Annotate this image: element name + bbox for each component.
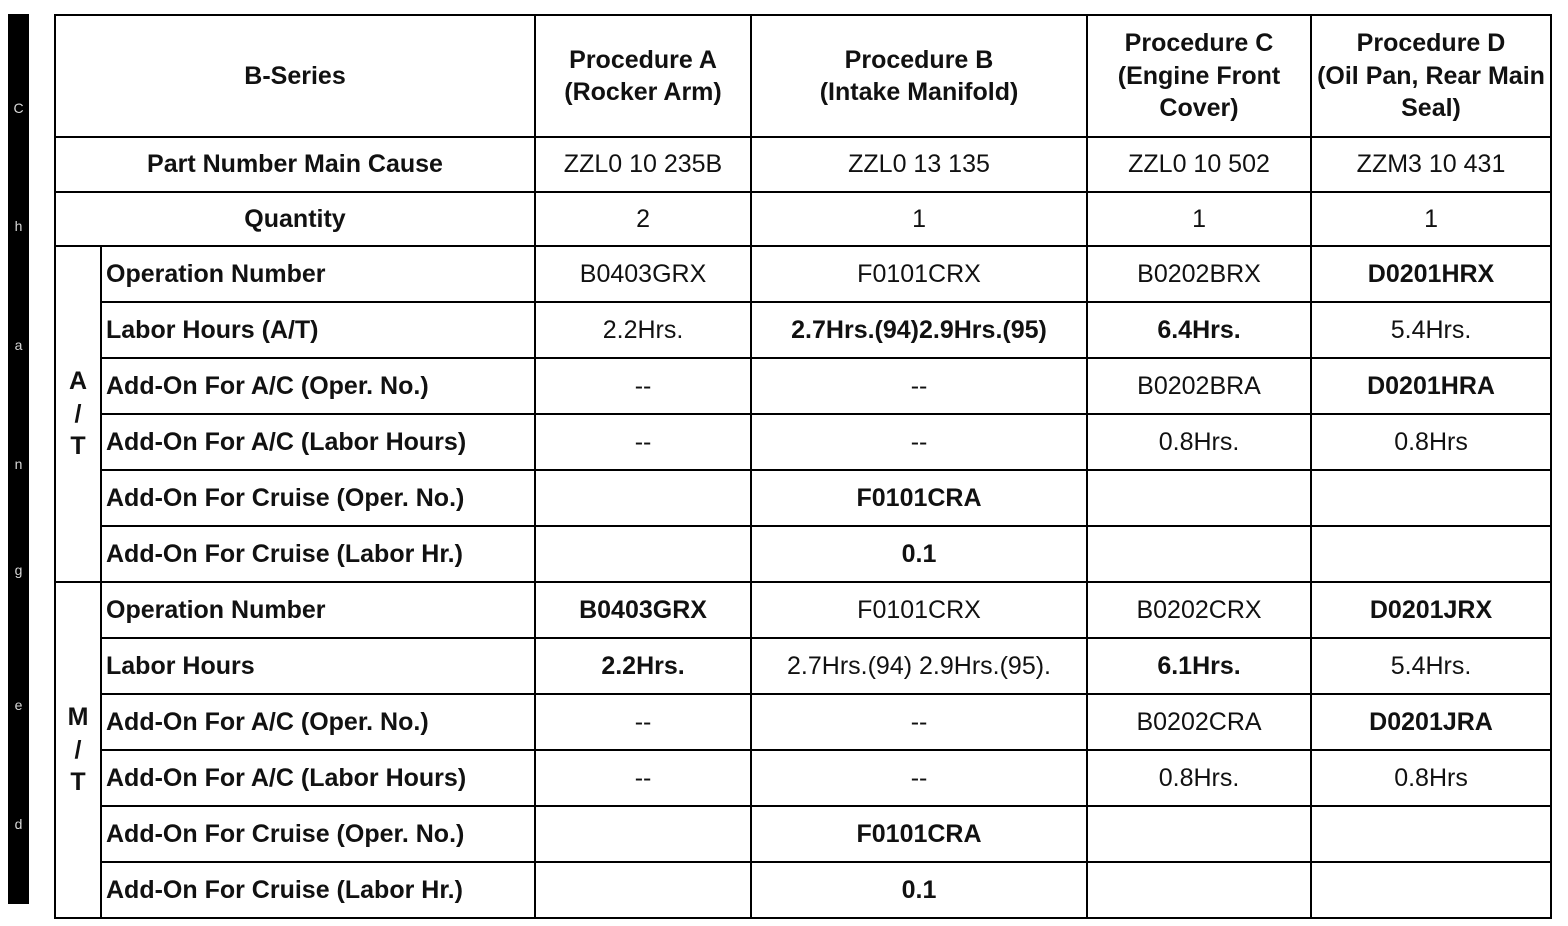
- table-row: [55, 638, 1551, 694]
- row-label: Labor Hours: [101, 638, 535, 694]
- part-number-cell: ZZL0 13 135: [751, 137, 1087, 192]
- table-cell: B0202CRA: [1087, 694, 1311, 750]
- table-cell: --: [535, 750, 751, 806]
- row-label: Add-On For Cruise (Oper. No.): [101, 806, 535, 862]
- procedure-d-name: Procedure D: [1356, 29, 1506, 58]
- row-label: Add-On For A/C (Oper. No.): [101, 694, 535, 750]
- labor-operations-table: [54, 14, 1552, 919]
- table-cell: 2.7Hrs.(94) 2.9Hrs.(95).: [751, 638, 1087, 694]
- table-cell: 6.1Hrs.: [1087, 638, 1311, 694]
- table-row: [55, 582, 1551, 638]
- table-cell: [1311, 862, 1551, 918]
- sidebar-letter: g: [14, 562, 23, 578]
- sidebar-letter: C: [13, 100, 24, 116]
- quantity-cell: 1: [751, 192, 1087, 246]
- table-cell: B0403GRX: [535, 246, 751, 302]
- row-label: Add-On For Cruise (Labor Hr.): [101, 526, 535, 582]
- row-label: Labor Hours (A/T): [101, 302, 535, 358]
- procedure-b-header: [751, 15, 1087, 137]
- table-cell: 5.4Hrs.: [1311, 302, 1551, 358]
- table-cell: --: [535, 358, 751, 414]
- row-label: Add-On For A/C (Labor Hours): [101, 414, 535, 470]
- quantity-label: Quantity: [55, 192, 535, 246]
- table-cell: 2.7Hrs.(94)2.9Hrs.(95): [751, 302, 1087, 358]
- part-number-row: [55, 137, 1551, 192]
- procedure-d-desc: (Oil Pan, Rear Main Seal): [1317, 61, 1545, 123]
- row-label: Operation Number: [101, 246, 535, 302]
- group-label-char: A: [68, 367, 88, 396]
- table-cell: --: [751, 694, 1087, 750]
- row-label: Add-On For A/C (Labor Hours): [101, 750, 535, 806]
- table-cell: [1087, 470, 1311, 526]
- table-cell: 0.8Hrs.: [1087, 750, 1311, 806]
- procedure-b-desc: (Intake Manifold): [819, 78, 1019, 106]
- table-row: [55, 526, 1551, 582]
- row-label: Add-On For A/C (Oper. No.): [101, 358, 535, 414]
- sidebar-letter: e: [14, 697, 23, 713]
- table-cell: [535, 526, 751, 582]
- table-row: [55, 750, 1551, 806]
- header-row: [55, 15, 1551, 137]
- table-row: [55, 862, 1551, 918]
- table-cell: 0.8Hrs.: [1087, 414, 1311, 470]
- table-cell: D0201HRX: [1311, 246, 1551, 302]
- table-cell: [1087, 806, 1311, 862]
- sidebar-letter: n: [14, 456, 23, 472]
- table-cell: D0201JRX: [1311, 582, 1551, 638]
- table-cell: [1087, 862, 1311, 918]
- group-label-char: /: [74, 399, 82, 428]
- table-cell: [1087, 526, 1311, 582]
- table-cell: [535, 470, 751, 526]
- table-cell: 0.8Hrs: [1311, 414, 1551, 470]
- row-label: Add-On For Cruise (Labor Hr.): [101, 862, 535, 918]
- sidebar-letter: h: [14, 218, 23, 234]
- quantity-cell: 1: [1087, 192, 1311, 246]
- table-cell: D0201JRA: [1311, 694, 1551, 750]
- procedure-c-desc: (Engine Front Cover): [1117, 61, 1281, 123]
- table-row: [55, 470, 1551, 526]
- table-cell: [1311, 526, 1551, 582]
- procedure-c-name: Procedure C: [1124, 29, 1274, 58]
- table-cell: [1311, 470, 1551, 526]
- procedure-a-header: [535, 15, 751, 137]
- part-number-label: Part Number Main Cause: [55, 137, 535, 192]
- procedure-c-header: [1087, 15, 1311, 137]
- group-label-char: T: [70, 768, 86, 797]
- table-cell: D0201HRA: [1311, 358, 1551, 414]
- part-number-cell: ZZM3 10 431: [1311, 137, 1551, 192]
- procedure-a-name: Procedure A: [569, 45, 717, 74]
- table-row: [55, 358, 1551, 414]
- quantity-cell: 2: [535, 192, 751, 246]
- table-cell: --: [751, 750, 1087, 806]
- quantity-row: [55, 192, 1551, 246]
- table-row: [55, 246, 1551, 302]
- table-row: [55, 806, 1551, 862]
- table-cell: F0101CRX: [751, 582, 1087, 638]
- table-cell: B0202BRA: [1087, 358, 1311, 414]
- series-title: B-Series: [55, 15, 535, 137]
- table-cell: B0202CRX: [1087, 582, 1311, 638]
- table-row: [55, 694, 1551, 750]
- table-cell: --: [751, 414, 1087, 470]
- table-cell: B0403GRX: [535, 582, 751, 638]
- at-group-label: [55, 246, 101, 582]
- part-number-cell: ZZL0 10 502: [1087, 137, 1311, 192]
- table-cell: F0101CRA: [751, 470, 1087, 526]
- table-cell: 0.1: [751, 862, 1087, 918]
- table-row: [55, 414, 1551, 470]
- table-cell: --: [535, 694, 751, 750]
- sidebar-letter: a: [14, 337, 23, 353]
- row-label: Add-On For Cruise (Oper. No.): [101, 470, 535, 526]
- group-label-char: M: [67, 703, 89, 732]
- table-cell: F0101CRA: [751, 806, 1087, 862]
- changed-sidebar-bar: [8, 14, 29, 904]
- table-cell: 0.8Hrs: [1311, 750, 1551, 806]
- table-cell: 2.2Hrs.: [535, 302, 751, 358]
- table-cell: F0101CRX: [751, 246, 1087, 302]
- table-cell: [535, 862, 751, 918]
- group-label-char: T: [70, 432, 86, 461]
- table-cell: --: [535, 414, 751, 470]
- procedure-b-name: Procedure B: [844, 45, 994, 74]
- table-cell: B0202BRX: [1087, 246, 1311, 302]
- table-cell: 2.2Hrs.: [535, 638, 751, 694]
- part-number-cell: ZZL0 10 235B: [535, 137, 751, 192]
- table-cell: [1311, 806, 1551, 862]
- group-label-char: /: [74, 735, 82, 764]
- sidebar-letter: d: [14, 816, 23, 832]
- table-cell: --: [751, 358, 1087, 414]
- procedure-d-header: [1311, 15, 1551, 137]
- procedure-a-desc: (Rocker Arm): [564, 78, 722, 106]
- table-cell: [535, 806, 751, 862]
- mt-group-label: [55, 582, 101, 918]
- table-cell: 0.1: [751, 526, 1087, 582]
- table-cell: 5.4Hrs.: [1311, 638, 1551, 694]
- table-row: [55, 302, 1551, 358]
- quantity-cell: 1: [1311, 192, 1551, 246]
- table-cell: 6.4Hrs.: [1087, 302, 1311, 358]
- row-label: Operation Number: [101, 582, 535, 638]
